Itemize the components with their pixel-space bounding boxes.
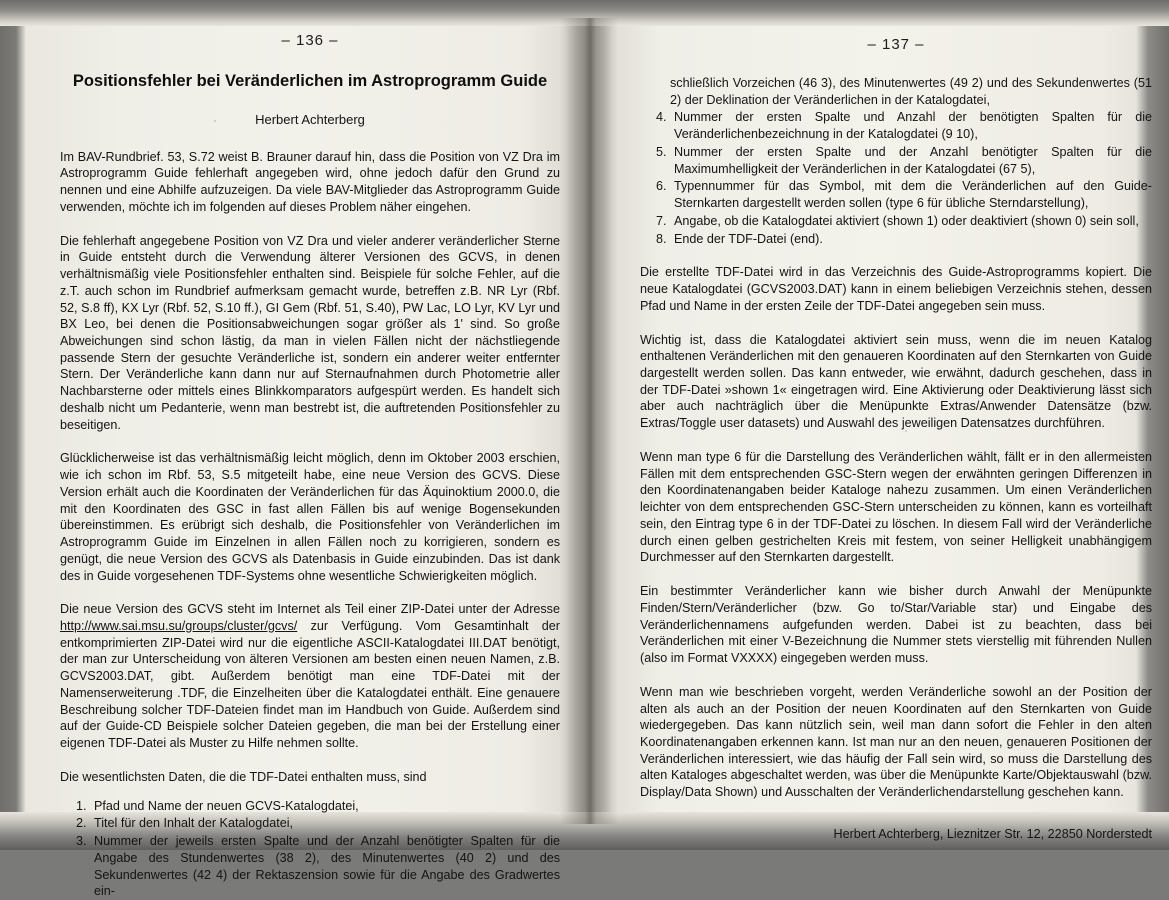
page-number-right: – 137 –	[867, 36, 925, 53]
list-item: 4. Nummer der ersten Spalte und Anzahl der benötigten Spalten für die Veränderlichenbezeichnung in der Katalogdatei (9 10),	[670, 109, 1152, 142]
paragraph: Die fehlerhaft angegebene Position von VZ Dra und vieler anderer veränderlicher Sterne in Guide entsteht durch die Verwendung älterer Versionen des GCVS, in denen verhältnismäßig viele Positionsfehler enthalten sind. Beispiele für solche Fehler, auf die z.T. auch schon im Rundbrief aufmerksam gemacht wurde, betreffen z.B. NR Lyr (Rbf. 52, S.8 ff), KX Lyr (Rbf. 52, S.10 ff.), GI Gem (Rbf. 51, S.40), PW Lac, LO Lyr, KV Lyr und BX Leo, bei denen die Positionsabweichungen sogar größer als 1' sind. So große Abweichungen sind schon lästig, da man in vielen Fällen nicht der nächstliegende passende Stern der gesuchte Veränderliche ist, sondern ein anderer weiter entfernter Stern. Der Veränderliche kann dann nur auf Sternaufnahmen durch Photometrie aller Nachbarsterne oder mittels eines Blinkkomparators aufgespürt werden. Es handelt sich deshalb nicht um Pedanterie, wenn man bestrebt ist, die auftretenden Positionsfehler zu beseitigen.	[60, 233, 560, 432]
paragraph: Wenn man type 6 für die Darstellung des Veränderlichen wählt, fällt er in den allermeisten Fällen mit dem entsprechenden GSC-Stern wegen der erwähnten geringen Differenzen in den Koordinatenangaben beider Kataloge nahezu zusammen. Um einen Veränderlichen leichter von dem entsprechenden GSC-Stern unterscheiden zu können, kann es vorteilhaft sein, den Eintrag type 6 in der TDF-Datei zu löschen. In diesem Fall wird der Veränderliche durch einen gelben gestrichelten Kreis mit festem, von seiner Helligkeit unabhängigem Durchmesser auf den Sternkarten dargestellt.	[640, 449, 1152, 565]
paragraph: Die erstellte TDF-Datei wird in das Verzeichnis des Guide-Astroprogramms kopiert. Die neue Katalogdatei (GCVS2003.DAT) kann in einem beliebigen Verzeichnis stehen, dessen Pfad und Name in der ersten Zeile der TDF-Datei angegeben sein muss.	[640, 265, 1152, 313]
list-item: 5. Nummer der ersten Spalte und der Anzahl benötigter Spalten für die Maximumhelligkeit der Veränderlichen in der Katalogdatei (67 5),	[670, 144, 1152, 177]
tdf-data-list-continued	[640, 109, 1152, 247]
list-item: 7. Angabe, ob die Katalogdatei aktiviert (shown 1) oder deaktiviert (shown 0) sein soll,	[670, 213, 1152, 230]
list-item-continuation: schließlich Vorzeichen (46 3), des Minutenwertes (49 2) und des Sekundenwertes (51 2) der Deklination der Veränderlichen in der Katalogdatei,	[670, 76, 1152, 107]
article-byline: Herbert Achterberg	[255, 111, 365, 127]
paragraph-text-after: zur Verfügung. Vom Gesamtinhalt der entkomprimierten ZIP-Datei wird nur die eigentliche ASCII-Katalogdatei III.DAT benötigt, der man zur Unterscheidung von älteren Versionen am besten einen neuen Namen, z.B. GCVS2003.DAT, gibt. Außerdem benötigt man eine TDF-Datei mit der Namenserweiterung .TDF, die Einzelheiten über die Katalogdatei enthält. Eine genauere Beschreibung solcher TDF-Dateien findet man im Handbuch von Guide. Außerdem sind auf der Guide-CD Beispiele solcher Dateien gegeben, die man bei der Erstellung einer eigenen TDF-Datei als Muster zu Hilfe nehmen sollte.	[60, 618, 560, 751]
paragraph: Wenn man wie beschrieben vorgeht, werden Veränderliche sowohl an der Position der alten als auch an der Position der neuen Koordinaten auf den Sternkarten von Guide wiedergegeben. Das kann nützlich sein, weil man dann sofort die Fehler in den alten Koordinatenangaben erkennen kann. Ist man nur an den neuen, genaueren Positionen der Veränderlichen interessiert, wie das häufig der Fall sein wird, so muss die Darstellung des alten Kataloges abgeschaltet werden, was über die Menüpunkte Karte/Objektauswahl (bzw. Display/Data Shown) und Ausschalten der Veränderlichendarstellung geschehen kann.	[640, 684, 1152, 800]
paragraph-text-before: Die neue Version des GCVS steht im Internet als Teil einer ZIP-Datei unter der Adresse	[60, 602, 560, 617]
paragraph: Glücklicherweise ist das verhältnismäßig leicht möglich, denn im Oktober 2003 erschien, wie ich schon im Rbf. 53, S.5 mitgeteilt habe, eine neue Version des GCVS. Diese Version erhält auch die Koordinaten der Veränderlichen für das Äquinoktium 2000.0, die mit den Koordinaten des GSC in fast allen Fällen bis auf wenige Bogensekunden übereinstimmen. Es erübrigt sich deshalb, die Positionsfehler von Veränderlichen im Astroprogramm Guide im Einzelnen in allen Fällen noch zu korrigieren, sondern es genügt, die neue Version des GCVS als Datenbasis in Guide einzubinden. Das ist dank des in Guide vorgesehenen TDF-Systems ohne wesentliche Schwierigkeiten möglich.	[60, 451, 560, 583]
paragraph: Ein bestimmter Veränderlicher kann wie bisher durch Anwahl der Menüpunkte Finden/Stern/Veränderlicher (bzw. Go to/Star/Variable star) und Eingabe des Veränderlichennamens aufgefunden werden. Dabei ist zu beachten, dass bei Veränderlichen mit einer V-Bezeichnung die Nummer stets vierstellig mit führenden Nullen (also im Format VXXXX) eingegeben werden muss.	[640, 584, 1152, 666]
paragraph: Im BAV-Rundbrief. 53, S.72 weist B. Brauner darauf hin, dass die Position von VZ Dra im Astroprogramm Guide fehlerhaft angegeben wird, ohne jedoch dafür den Grund zu nennen und eine Abhilfe aufzuzeigen. Da viele BAV-Mitglieder das Astroprogramm Guide verwenden, möchte ich im folgenden auf dieses Problem näher eingehen.	[60, 149, 560, 214]
paragraph: Wichtig ist, dass die Katalogdatei aktiviert sein muss, wenn die im neuen Katalog enthaltenen Veränderlichen mit den genaueren Koordinaten auf den Sternkarten von Guide dargestellt werden sollen. Das kann entweder, wie erwähnt, dadurch geschehen, dass in der TDF-Datei »shown 1« eingetragen wird. Eine Aktivierung oder Deaktivierung lässt sich aber auch nachträglich über die Menüpunkte Extras/Anwender Datensätze (bzw. Extras/Toggle user datasets) und Auswahl des jeweiligen Datensatzes durchführen.	[640, 332, 1152, 431]
tdf-data-list	[60, 798, 560, 900]
right-page	[640, 0, 1152, 841]
author-address-signoff: Herbert Achterberg, Lieznitzer Str. 12, 22850 Norderstedt	[833, 826, 1152, 841]
paragraph-with-link	[60, 601, 560, 752]
list-item: 2. Titel für den Inhalt der Katalogdatei,	[90, 815, 560, 832]
article-title: Positionsfehler bei Veränderlichen im Astroprogramm Guide	[72, 72, 548, 90]
list-item: 6. Typennummer für das Symbol, mit dem die Veränderlichen auf den Guide-Sternkarten dargestellt werden sollen (type 6 für übliche Sterndarstellung),	[670, 178, 1152, 211]
list-item: 8. Ende der TDF-Datei (end).	[670, 231, 1152, 248]
list-intro: Die wesentlichsten Daten, die die TDF-Datei enthalten muss, sind	[60, 769, 427, 784]
page-number-left: – 136 –	[281, 32, 339, 49]
list-item: 3. Nummer der jeweils ersten Spalte und der Anzahl benötigter Spalten für die Angabe des Stundenwertes (38 2), des Minutenwertes (40 2) und des Sekundenwertes (42 4) der Rektaszension sowie für die Angabe des Gradwertes ein-	[90, 833, 560, 900]
gcvs-url-link[interactable]: http://www.sai.msu.su/groups/cluster/gcvs/	[60, 618, 298, 633]
left-page	[60, 0, 560, 900]
list-item: 1. Pfad und Name der neuen GCVS-Katalogdatei,	[90, 798, 560, 815]
